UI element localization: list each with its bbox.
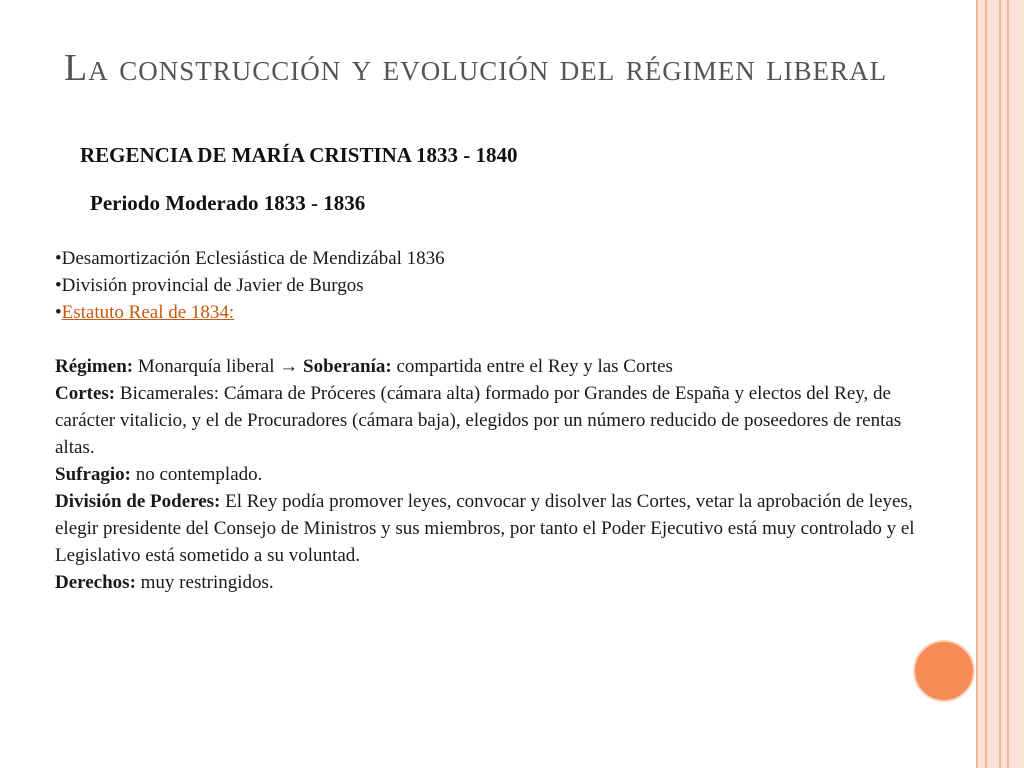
decor-stripe [1009,0,1024,768]
bullet-marker: • [55,275,62,296]
derechos-line: Derechos: muy restringidos. [55,572,274,593]
spacer [55,326,945,353]
slide-title: La construcción y evolución del régimen liberal [64,47,888,89]
bullet-marker: • [55,302,62,323]
decor-stripe [987,0,999,768]
cortes-paragraph: Cortes: Bicamerales: Cámara de Próceres (cámara alta) formado por Grandes de España y electos del Rey, de carácter vitalicio, y el de Procuradores (cámara baja), elegidos por un número reducido de poseedores de rentas altas. [55,383,902,458]
decor-stripe [978,0,985,768]
bullet-item [55,299,945,326]
division-paragraph: División de Poderes: El Rey podía promover leyes, convocar y disolver las Cortes, vetar la aprobación de leyes, elegir presidente del Consejo de Ministros y sus miembros, por tanto el Poder Ejecutivo está muy controlado y el Legislativo está sometido a su voluntad. [55,491,915,566]
regimen-line: Régimen: Monarquía liberal → Soberanía: compartida entre el Rey y las Cortes [55,356,673,377]
arrow-right-icon: → [279,356,299,377]
bullet-item: •Desamortización Eclesiástica de Mendizábal 1836 [55,248,445,269]
heading-periodo: Periodo Moderado 1833 - 1836 [90,191,366,215]
estatuto-real-link[interactable]: Estatuto Real de 1834: [61,302,235,323]
bullet-item: •División provincial de Javier de Burgos [55,275,364,296]
sufragio-line: Sufragio: no contemplado. [55,464,263,485]
bullet-marker: • [55,248,62,269]
heading-regencia: REGENCIA DE MARÍA CRISTINA 1833 - 1840 [80,143,518,167]
slide-body [55,245,945,596]
decor-circle [913,640,975,702]
